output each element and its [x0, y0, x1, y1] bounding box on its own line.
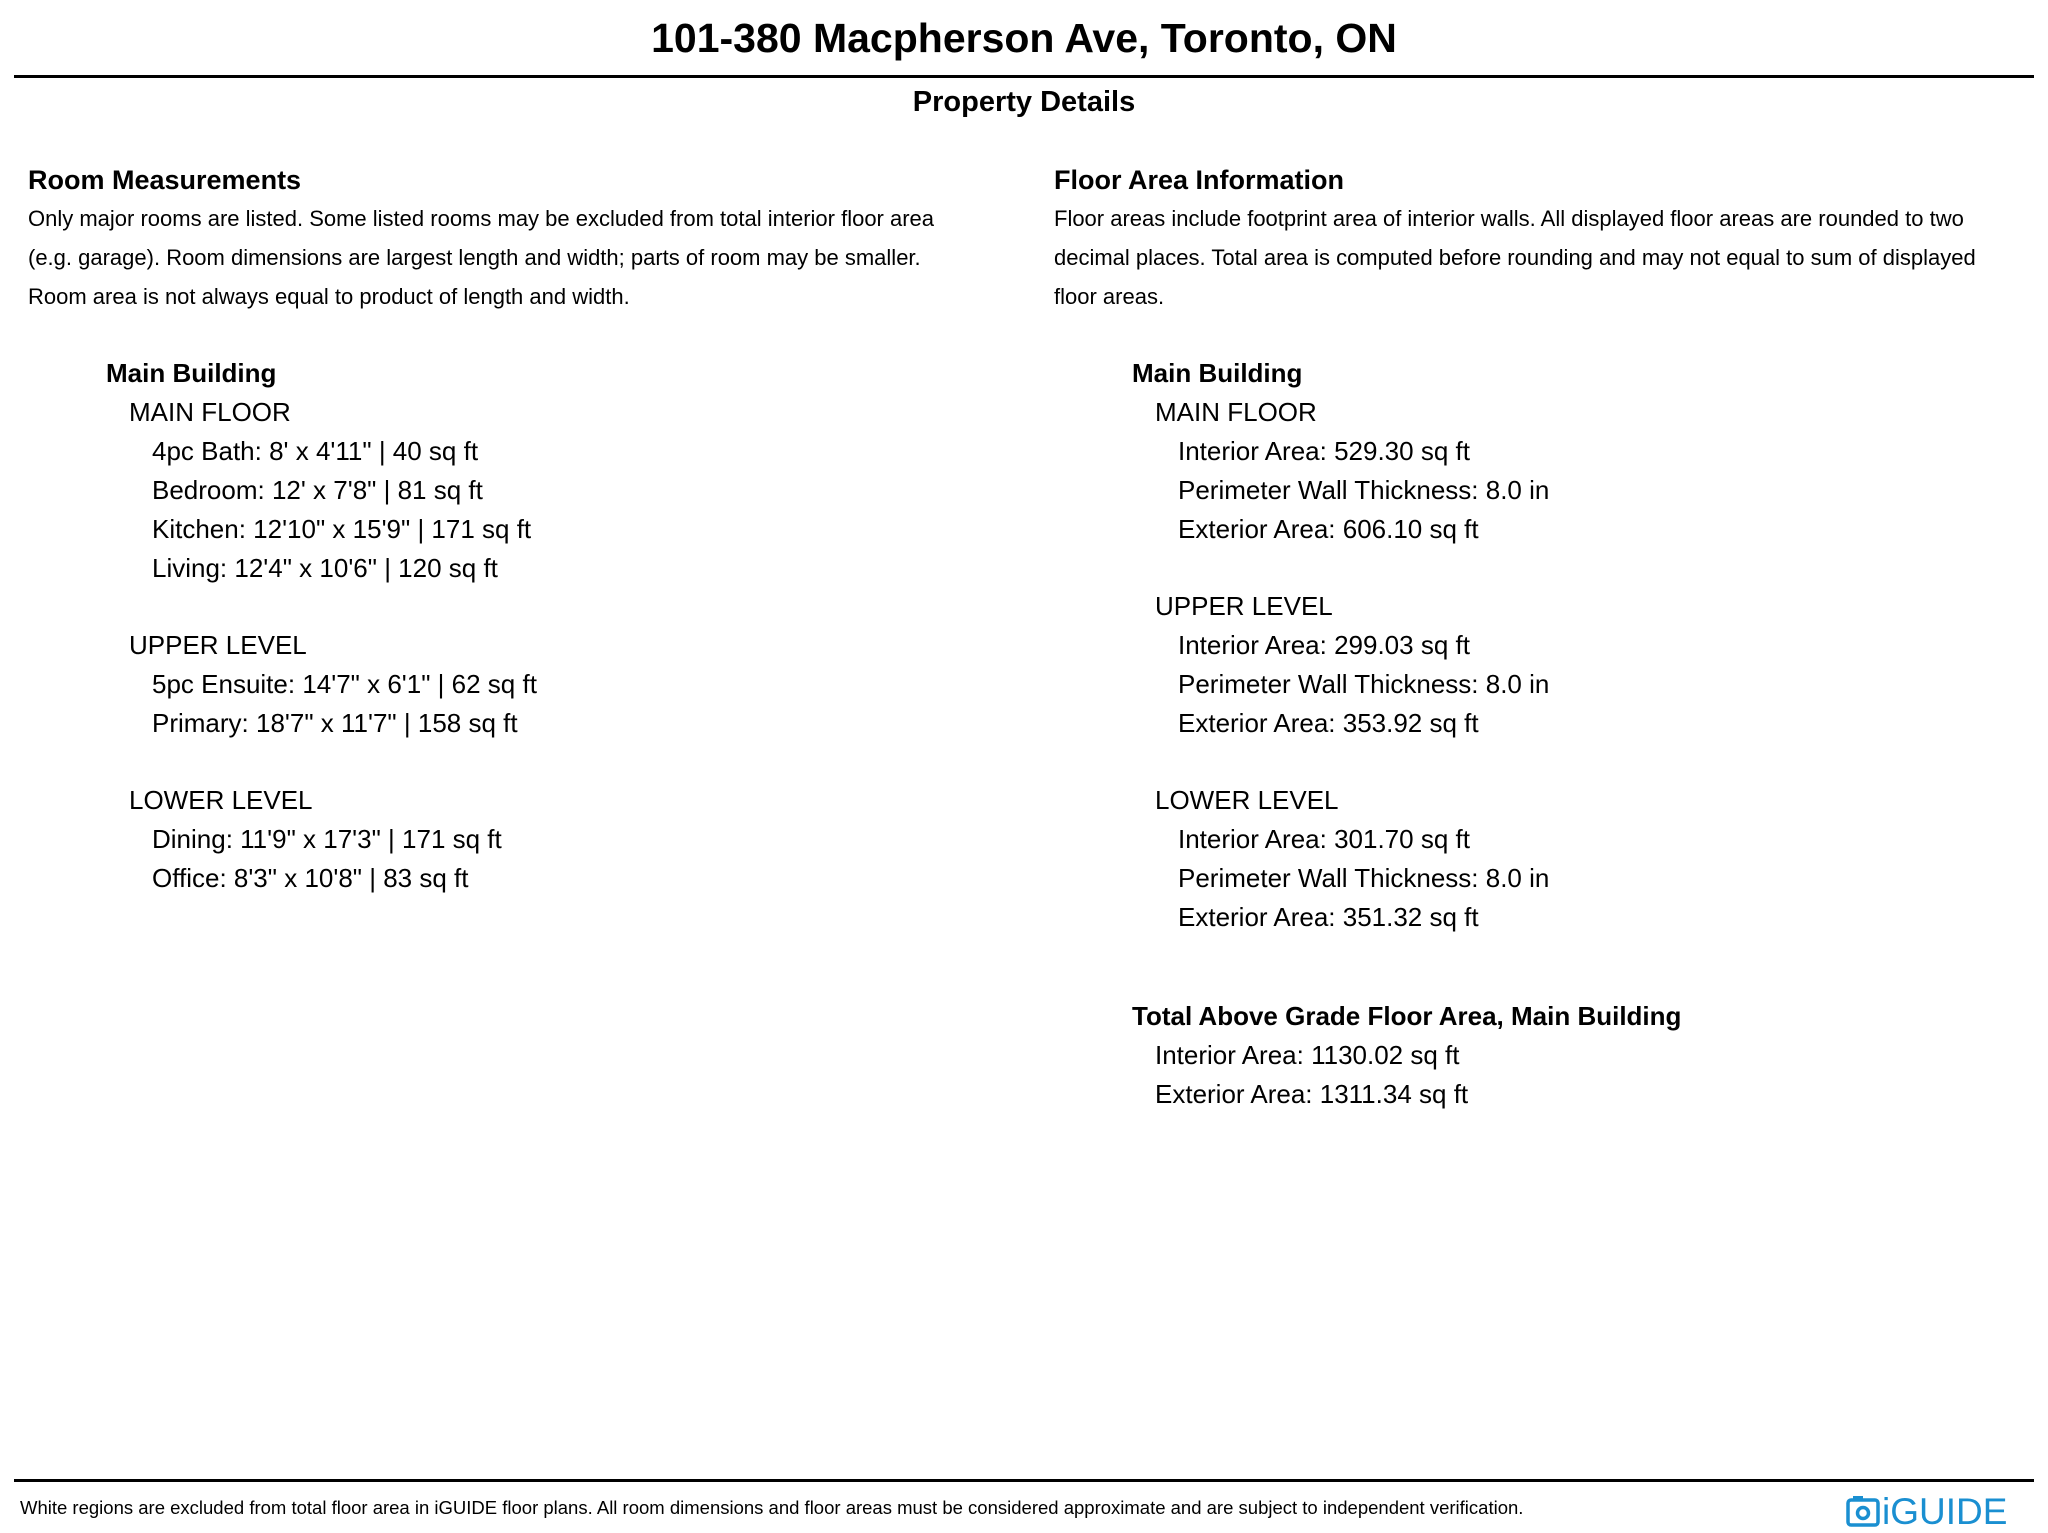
- description-line: decimal places. Total area is computed before rounding and may not equal to sum of displayed: [1054, 245, 1976, 270]
- room-measurements-description: [28, 199, 1018, 316]
- area-item: Interior Area: 529.30 sq ft: [1178, 436, 1470, 466]
- total-floor-area: [1132, 997, 2044, 1114]
- page-title: 101-380 Macpherson Ave, Toronto, ON: [651, 15, 1397, 61]
- floor-area-list: [1132, 354, 2044, 1114]
- description-line: Floor areas include footprint area of interior walls. All displayed floor areas are rounded to two: [1054, 206, 1964, 231]
- total-floor-area-title: Total Above Grade Floor Area, Main Building: [1132, 1001, 1682, 1031]
- level-heading: UPPER LEVEL: [1155, 591, 1333, 621]
- area-item: Interior Area: 301.70 sq ft: [1178, 824, 1470, 854]
- level-heading: LOWER LEVEL: [129, 785, 313, 815]
- room-list: [106, 354, 1018, 898]
- header-divider: [14, 75, 2034, 78]
- room-measurements-section: [28, 161, 1018, 898]
- room-item: 4pc Bath: 8' x 4'11" | 40 sq ft: [152, 436, 479, 466]
- area-item: Exterior Area: 353.92 sq ft: [1178, 708, 1479, 738]
- building-name: Main Building: [106, 358, 277, 388]
- page-subtitle: Property Details: [912, 86, 1136, 118]
- building-name: Main Building: [1132, 358, 1303, 388]
- footer-divider: [14, 1479, 2034, 1482]
- level-heading: LOWER LEVEL: [1155, 785, 1339, 815]
- floor-area-description: [1054, 199, 2044, 316]
- description-line: floor areas.: [1054, 284, 1165, 309]
- room-item: Primary: 18'7" x 11'7" | 158 sq ft: [152, 708, 518, 738]
- area-item: Perimeter Wall Thickness: 8.0 in: [1178, 475, 1550, 505]
- level-heading: MAIN FLOOR: [1155, 397, 1317, 427]
- floor-area-section: [1054, 161, 2044, 1114]
- area-item: Exterior Area: 351.32 sq ft: [1178, 902, 1479, 932]
- area-item: Perimeter Wall Thickness: 8.0 in: [1178, 669, 1550, 699]
- room-measurements-title: Room Measurements: [28, 165, 302, 195]
- description-line: Room area is not always equal to product of length and width.: [28, 284, 630, 309]
- area-item: Interior Area: 299.03 sq ft: [1178, 630, 1470, 660]
- description-line: Only major rooms are listed. Some listed rooms may be excluded from total interior floor area: [28, 206, 935, 231]
- room-item: Office: 8'3" x 10'8" | 83 sq ft: [152, 863, 469, 893]
- room-item: Bedroom: 12' x 7'8" | 81 sq ft: [152, 475, 483, 505]
- description-line: (e.g. garage). Room dimensions are largest length and width; parts of room may be smaller.: [28, 245, 921, 270]
- iguide-camera-icon: [1846, 1495, 1880, 1529]
- floor-area-title: Floor Area Information: [1054, 165, 1345, 195]
- room-item: Kitchen: 12'10" x 15'9" | 171 sq ft: [152, 514, 532, 544]
- room-item: Dining: 11'9" x 17'3" | 171 sq ft: [152, 824, 502, 854]
- area-item: Exterior Area: 606.10 sq ft: [1178, 514, 1479, 544]
- area-item: Perimeter Wall Thickness: 8.0 in: [1178, 863, 1550, 893]
- level-heading: MAIN FLOOR: [129, 397, 291, 427]
- room-item: Living: 12'4" x 10'6" | 120 sq ft: [152, 553, 498, 583]
- iguide-logo: [1846, 1492, 2007, 1532]
- total-area-item: Exterior Area: 1311.34 sq ft: [1155, 1079, 1469, 1109]
- room-item: 5pc Ensuite: 14'7" x 6'1" | 62 sq ft: [152, 669, 537, 699]
- level-heading: UPPER LEVEL: [129, 630, 307, 660]
- total-area-item: Interior Area: 1130.02 sq ft: [1155, 1040, 1460, 1070]
- footer-disclaimer: White regions are excluded from total floor area in iGUIDE floor plans. All room dimensions and floor areas must be considered approximate and are subject to independent verification.: [20, 1497, 1524, 1518]
- iguide-logo-text: iGUIDE: [1882, 1491, 2008, 1532]
